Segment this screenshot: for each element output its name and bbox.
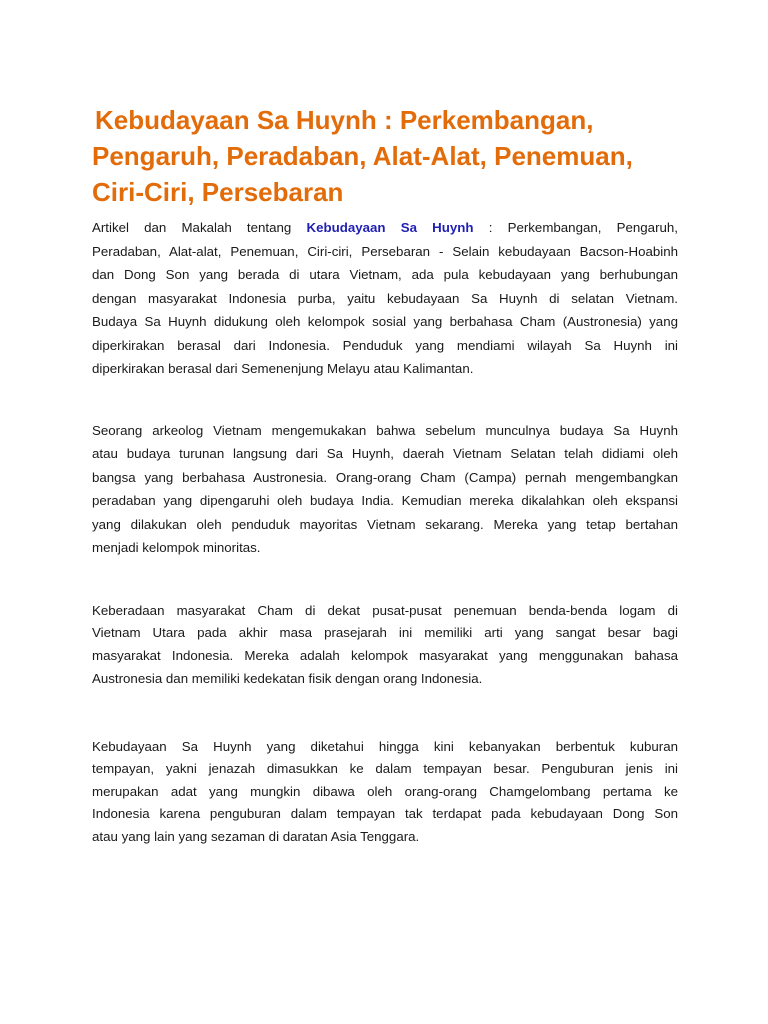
text-line: yang dilakukan oleh penduduk mayoritas Vietnam sekarang. Mereka yang tetap bertahan	[92, 516, 678, 532]
article-title	[92, 102, 692, 210]
article-body	[92, 216, 678, 849]
text-line: Peradaban, Alat-alat, Penemuan, Ciri-ciri, Persebaran - Selain kebudayaan Bacson-Hoabinh	[92, 243, 678, 259]
text-line: diperkirakan berasal dari Semenenjung Melayu atau Kalimantan.	[92, 361, 474, 376]
text-line: peradaban yang dipengaruhi oleh budaya India. Kemudian mereka dikalahkan oleh ekspansi	[92, 493, 678, 508]
text-line: dengan masyarakat Indonesia purba, yaitu kebudayaan Sa Huynh di selatan Vietnam.	[92, 290, 678, 306]
text-span: Artikel dan Makalah tentang	[92, 220, 307, 235]
text-line	[92, 216, 678, 240]
text-line: bangsa yang berbahasa Austronesia. Orang-orang Cham (Campa) pernah mengembangkan	[92, 469, 678, 485]
text-line: Keberadaan masyarakat Cham di dekat pusat-pusat penemuan benda-benda logam di	[92, 602, 678, 618]
text-line: diperkirakan berasal dari Indonesia. Penduduk yang mendiami wilayah Sa Huynh ini	[92, 337, 678, 353]
text-line: Seorang arkeolog Vietnam mengemukakan bahwa sebelum munculnya budaya Sa Huynh	[92, 422, 678, 438]
title-line: Ciri-Ciri, Persebaran	[92, 177, 344, 207]
text-line: Vietnam Utara pada akhir masa prasejarah ini memiliki arti yang sangat besar bagi	[92, 625, 678, 641]
text-line: Kebudayaan Sa Huynh yang diketahui hingga kini kebanyakan berbentuk kuburan	[92, 738, 678, 754]
text-span: : Perkembangan, Pengaruh,	[473, 220, 678, 235]
text-line: masyarakat Indonesia. Mereka adalah kelompok masyarakat yang menggunakan bahasa	[92, 648, 678, 664]
text-line: merupakan adat yang mungkin dibawa oleh orang-orang Chamgelombang pertama ke	[92, 783, 678, 799]
text-line: atau budaya turunan langsung dari Sa Huynh, daerah Vietnam Selatan telah didiami oleh	[92, 446, 678, 461]
text-line: Indonesia karena penguburan dalam tempayan tak terdapat pada kebudayaan Dong Son	[92, 806, 678, 822]
paragraph	[92, 419, 678, 560]
text-line: Austronesia dan memiliki kedekatan fisik dengan orang Indonesia.	[92, 670, 483, 686]
paragraph	[92, 736, 678, 849]
article-link[interactable]: Kebudayaan Sa Huynh	[306, 220, 474, 235]
paragraph	[92, 600, 678, 691]
paragraph-intro	[92, 216, 678, 381]
text-line: atau yang lain yang sezaman di daratan Asia Tenggara.	[92, 829, 420, 845]
text-line: tempayan, yakni jenazah dimasukkan ke dalam tempayan besar. Penguburan jenis ini	[92, 761, 678, 777]
text-line: Budaya Sa Huynh didukung oleh kelompok sosial yang berbahasa Cham (Austronesia) yang	[92, 314, 678, 329]
title-line: Kebudayaan Sa Huynh : Perkembangan,	[95, 105, 594, 135]
text-line: dan Dong Son yang berada di utara Vietnam, ada pula kebudayaan yang berhubungan	[92, 267, 678, 282]
title-line: Pengaruh, Peradaban, Alat-Alat, Penemuan,	[92, 141, 633, 171]
text-line: menjadi kelompok minoritas.	[92, 540, 261, 555]
